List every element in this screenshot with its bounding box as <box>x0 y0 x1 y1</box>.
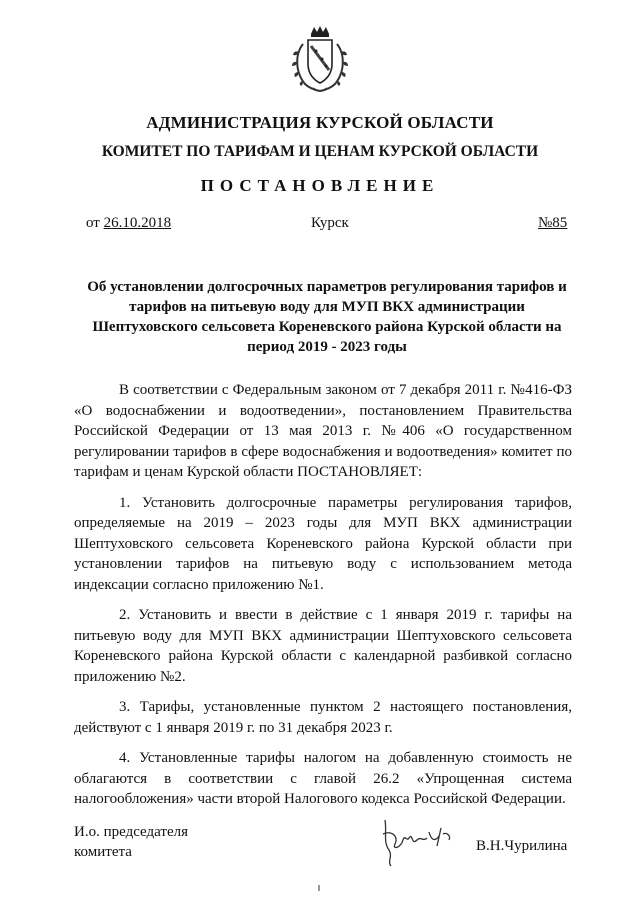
resolution-item-3: 3. Тарифы, установленные пунктом 2 настоящего постановления, действуют с 1 января 2019 г. по 31 декабря 2023 г. <box>74 699 572 736</box>
resolution-item-2: 2. Установить и ввести в действие с 1 января 2019 г. тарифы на питьевую воду для МУП ВКХ администрации Шептуховского сельсовета Кореневского района Курской области с календарной разбивкой согласно приложению №2. <box>74 607 572 685</box>
signatory-name: В.Н.Чурилина <box>476 838 568 854</box>
resolution-item-4: 4. Установленные тарифы налогом на добавленную стоимость не облагаются в соответствии с главой 26.2 «Упрощенная система налогообложения» части второй Налогового кодекса Российской Федерации. <box>74 750 572 807</box>
date-prefix: от <box>86 215 100 231</box>
scan-mark <box>318 885 320 891</box>
organization-name: АДМИНИСТРАЦИЯ КУРСКОЙ ОБЛАСТИ <box>146 113 494 132</box>
document-number: №85 <box>538 215 568 231</box>
signatory-position-line1: И.о. председателя <box>74 824 189 840</box>
date-value: 26.10.2018 <box>103 215 172 231</box>
preamble-paragraph: В соответствии с Федеральным законом от 7 декабря 2011 г. №416-ФЗ «О водоснабжении и водоотведении», постановлением Правительства Российской Федерации от 13 мая 2013 г. №406 «О государственном регулировании тарифов в сфере водоснабжения и водоотведения» комитет по тарифам и ценам Курской области ПОСТАНОВЛЯЕТ: <box>74 382 572 480</box>
kursk-coat-of-arms-icon <box>289 24 351 94</box>
document-type-title: ПОСТАНОВЛЕНИЕ <box>200 176 440 195</box>
document-date <box>86 215 171 232</box>
document-body <box>74 380 572 820</box>
signatory-position-line2: комитета <box>74 844 132 860</box>
signatory-position <box>74 822 188 862</box>
resolution-item-1: 1. Установить долгосрочные параметры регулирования тарифов, определяемые на 2019 – 2023 годы для МУП ВКХ администрации Шептуховского сельсовета Кореневского района Курской области при установлении тарифов на питьевую воду с использованием метода индексации согласно приложению №1. <box>74 494 572 593</box>
handwritten-signature <box>377 812 457 868</box>
document-subject: Об установлении долгосрочных параметров регулирования тарифов и тарифов на питьевую воду для МУП ВКХ администрации Шептуховского сельсовета Кореневского района Курской области на период 2019 - 2023 годы <box>87 279 567 355</box>
committee-name: КОМИТЕТ ПО ТАРИФАМ И ЦЕНАМ КУРСКОЙ ОБЛАСТИ <box>101 143 539 160</box>
document-city: Курск <box>311 215 349 231</box>
